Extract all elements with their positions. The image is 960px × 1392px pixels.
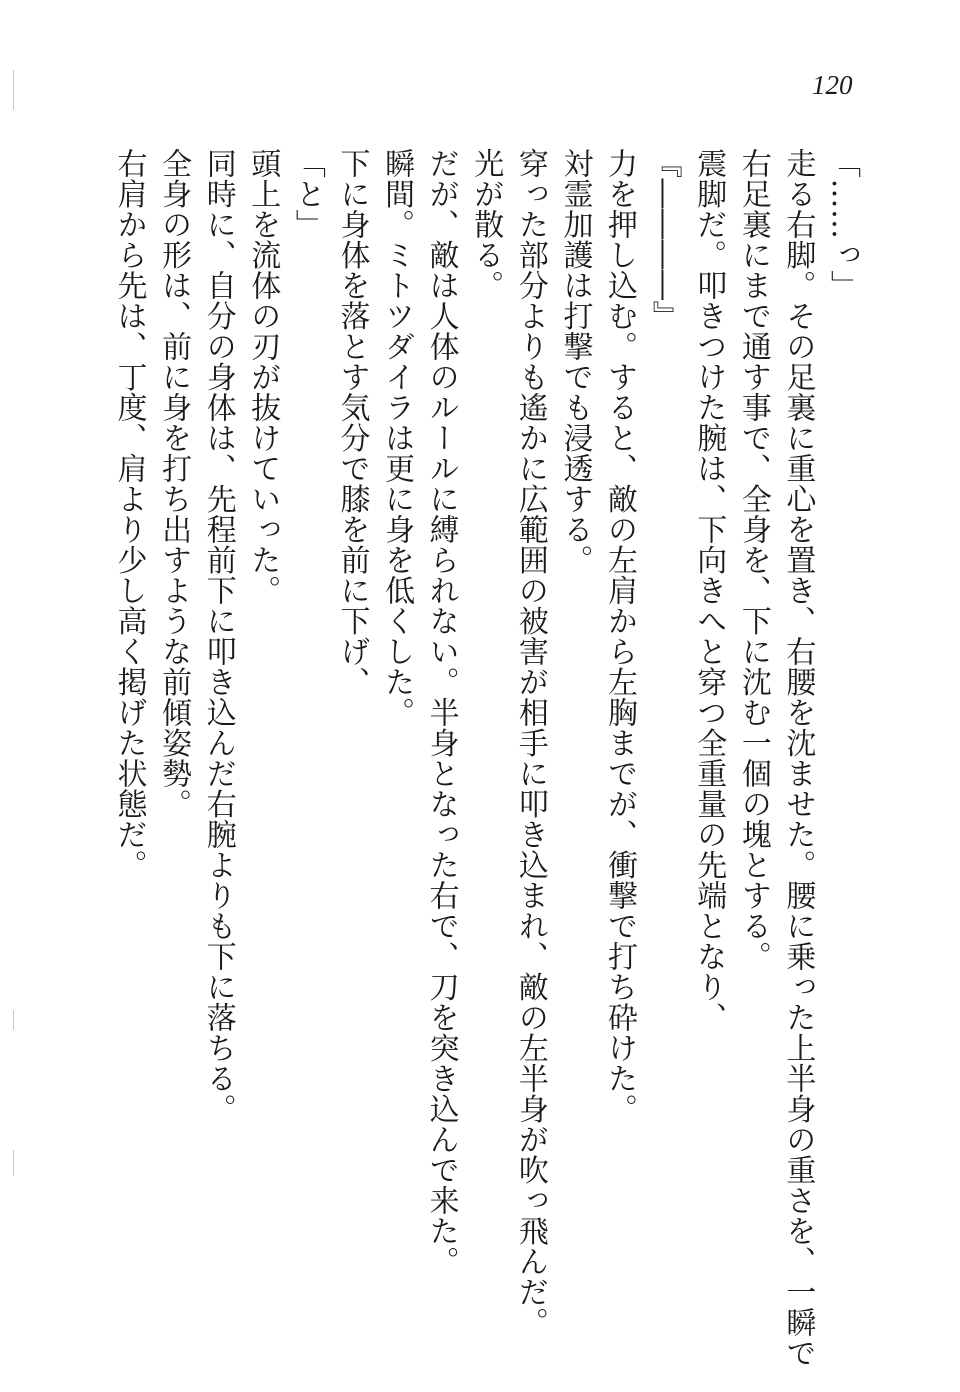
- scan-margin-mark: [13, 1010, 14, 1030]
- scan-margin-mark: [13, 70, 14, 110]
- text-line: 頭上を流体の刃が抜けていった。: [245, 148, 281, 606]
- scan-margin-mark: [13, 1150, 14, 1176]
- text-line: 『――――』: [646, 148, 682, 331]
- text-line: 対霊加護は打撃でも浸透する。: [557, 148, 593, 575]
- text-line: 右足裏にまで通す事で、全身を、下に沈む一個の塊とする。: [735, 148, 771, 972]
- text-line: 瞬間。ミトツダイラは更に身を低くした。: [379, 148, 415, 728]
- text-line: 全身の形は、前に身を打ち出すような前傾姿勢。: [156, 148, 192, 819]
- text-line: 穿った部分よりも遙かに広範囲の被害が相手に叩き込まれ、敵の左半身が吹っ飛んだ。: [512, 148, 548, 1338]
- text-line: 「と」: [289, 148, 325, 240]
- text-line: 同時に、自分の身体は、先程前下に叩き込んだ右腕よりも下に落ちる。: [200, 148, 236, 1124]
- page-number: 120: [812, 70, 853, 100]
- text-line: 力を押し込む。すると、敵の左肩から左胸までが、衝撃で打ち砕けた。: [602, 148, 638, 1124]
- text-line: 右肩から先は、丁度、肩より少し高く掲げた状態だ。: [111, 148, 147, 880]
- text-line: 「……っ」: [825, 148, 860, 301]
- text-line: 走る右脚。その足裏に重心を置き、右腰を沈ませた。腰に乗った上半身の重さを、一瞬で: [780, 148, 816, 1368]
- text-line: 震脚だ。叩きつけた腕は、下向きへと穿つ全重量の先端となり、: [691, 148, 727, 1033]
- vertical-text-body: [106, 148, 864, 1368]
- text-line: 下に身体を落とす気分で膝を前に下げ、: [334, 148, 370, 697]
- text-line: 光が散る。: [468, 148, 504, 301]
- text-line: だが、敵は人体のルールに縛られない。半身となった右で、刀を突き込んで来た。: [423, 148, 459, 1277]
